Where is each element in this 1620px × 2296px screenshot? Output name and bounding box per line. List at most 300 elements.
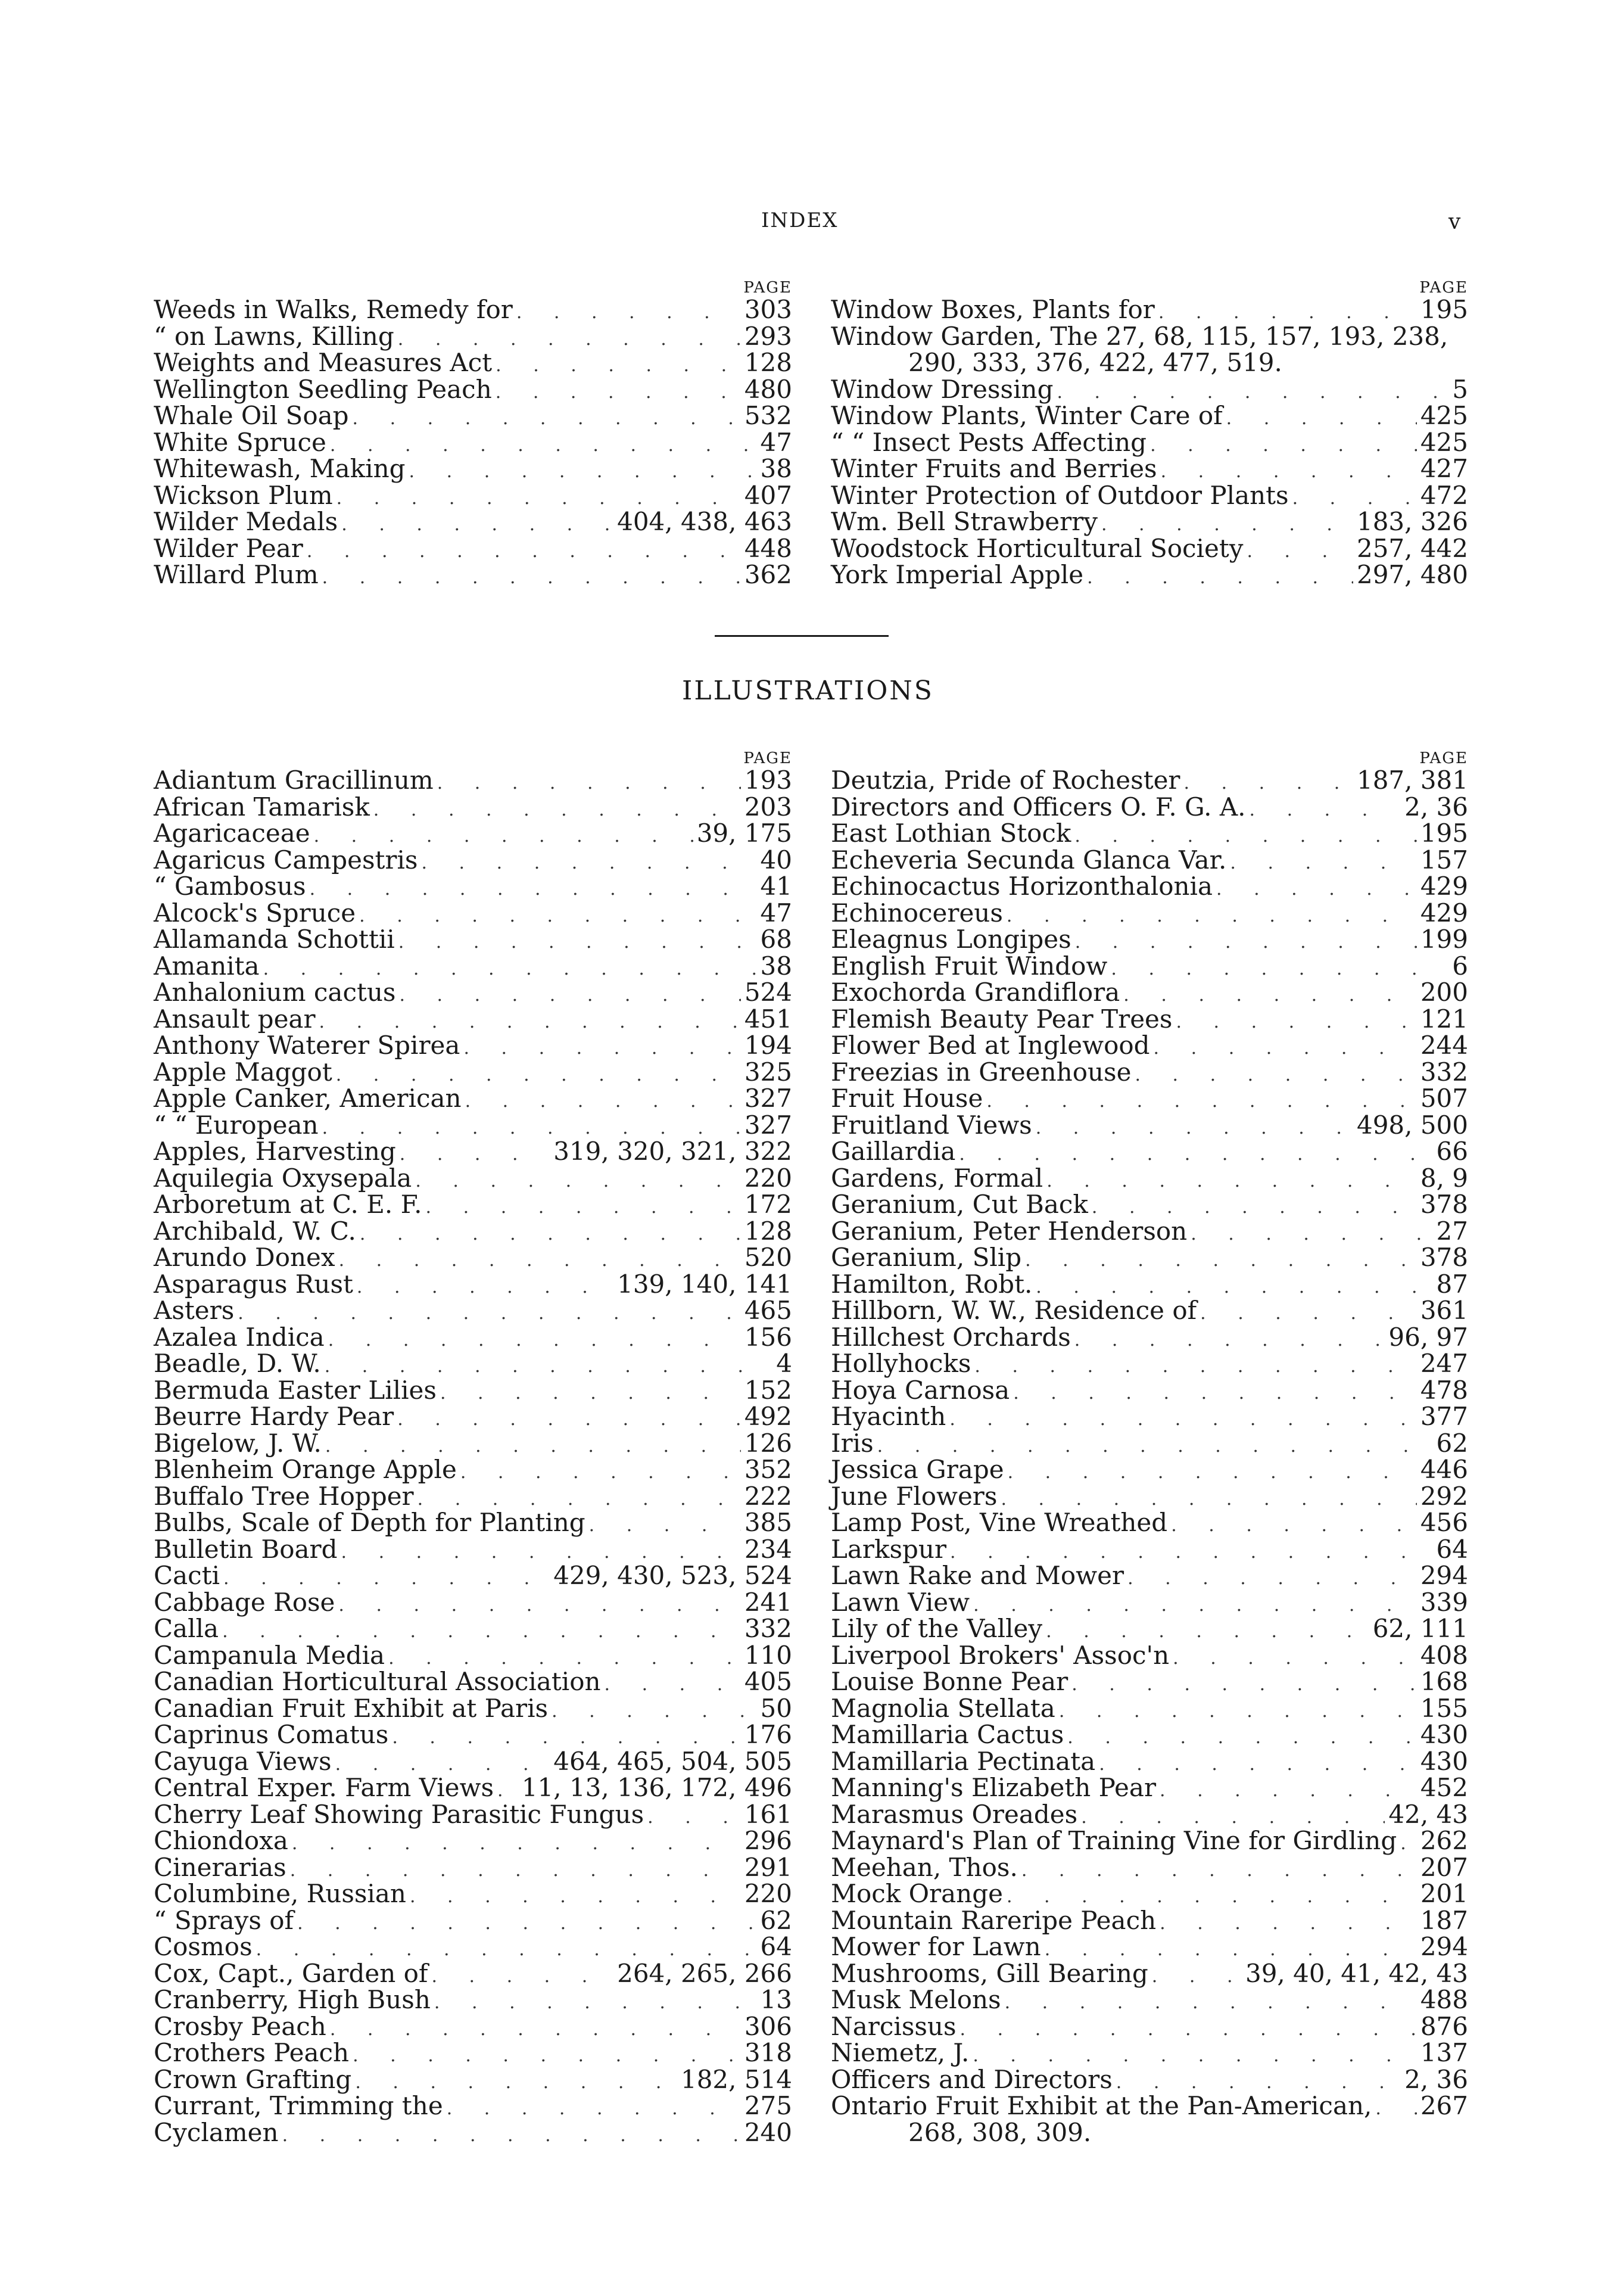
- entry-title: Canadian Fruit Exhibit at Paris: [154, 1693, 549, 1723]
- entry-page-numbers: 2, 36: [1404, 2064, 1468, 2094]
- entry-page-numbers: 172: [744, 1190, 792, 1219]
- entry-page-numbers: 293: [744, 321, 792, 351]
- entry-page-numbers: 524: [744, 978, 792, 1007]
- entry-title: Mushrooms, Gill Bearing: [831, 1958, 1148, 1988]
- index-entry: [154, 323, 792, 350]
- index-entry: [831, 509, 1468, 536]
- index-entry: [154, 374, 792, 404]
- entry-title: Asparagus Rust: [154, 1269, 353, 1299]
- entry-page-numbers: 6: [1452, 951, 1468, 981]
- entry-title: Exochorda Grandiflora: [831, 978, 1120, 1007]
- entry-title: Bigelow, J. W.: [154, 1428, 322, 1458]
- entry-page-numbers: 39, 40, 41, 42, 43: [1245, 1958, 1468, 1988]
- entry-page-numbers: 520: [744, 1243, 792, 1272]
- entry-title: Alcock's Spruce: [154, 898, 356, 928]
- entry-title: Cyclamen: [154, 2117, 279, 2147]
- entry-page-numbers: 241: [744, 1587, 792, 1617]
- dot-leader: [465, 1088, 741, 1115]
- page-number: v: [1448, 210, 1461, 234]
- dot-leader: [1046, 1168, 1417, 1195]
- entry-title: Asters: [154, 1296, 235, 1325]
- index-entry: [154, 1852, 792, 1882]
- entry-title: Chiondoxa: [154, 1826, 288, 1855]
- entry-page-numbers: 5: [1452, 374, 1468, 404]
- entry-title: Beurre Hardy Pear: [154, 1402, 394, 1431]
- dot-leader: [1191, 1221, 1432, 1248]
- index-entry: [831, 926, 1468, 953]
- dot-leader: [399, 982, 740, 1009]
- entry-page-numbers: 47: [760, 898, 792, 928]
- entry-title: Geranium, Cut Back: [831, 1190, 1088, 1219]
- entry-title: Maynard's Plan of Training Vine for Girdling: [831, 1826, 1397, 1855]
- entry-title: June Flowers: [831, 1481, 998, 1511]
- index-entry: [831, 456, 1468, 483]
- entry-page-numbers: 352: [744, 1455, 792, 1484]
- entry-title: Wickson Plum: [154, 480, 333, 510]
- entry-page-numbers: 257, 442: [1356, 533, 1468, 563]
- dot-leader: [1008, 1460, 1417, 1486]
- dot-leader: [434, 1990, 757, 2017]
- entry-page-numbers: 220: [744, 1879, 792, 1908]
- page-column-heading: PAGE: [1419, 279, 1468, 297]
- entry-page-numbers: 161: [744, 1799, 792, 1829]
- index-entry: [831, 1695, 1468, 1722]
- index-entry: [154, 1934, 792, 1961]
- entry-page-numbers: 41: [760, 872, 792, 901]
- index-entry: [831, 900, 1468, 927]
- entry-page-numbers: 362: [744, 560, 792, 589]
- entry-page-numbers: 240: [744, 2117, 792, 2147]
- entry-page-numbers: 27: [1436, 1216, 1468, 1246]
- dot-leader: [1152, 1964, 1242, 1990]
- index-entry: [831, 1138, 1468, 1165]
- entry-title: Meehan, Thos.: [831, 1852, 1018, 1882]
- dot-leader: [360, 1221, 741, 1248]
- index-entry: [154, 1775, 792, 1802]
- entry-title: Allamanda Schottii: [154, 925, 395, 954]
- entry-page-numbers: 264, 265, 266: [617, 1958, 792, 1988]
- index-entry: [831, 1775, 1468, 1802]
- entry-title: Cranberry, High Bush: [154, 1985, 431, 2014]
- index-entry: [831, 1430, 1468, 1457]
- entry-page-numbers: 465: [744, 1296, 792, 1325]
- entry-page-numbers: 244: [1420, 1031, 1468, 1060]
- index-entry: [831, 427, 1468, 457]
- entry-title: Whale Oil Soap: [154, 401, 349, 430]
- entry-title: Arundo Donex: [154, 1243, 335, 1272]
- entry-page-numbers: 8, 9: [1420, 1163, 1468, 1193]
- dot-leader: [647, 1805, 741, 1831]
- entry-title: Hamilton, Robt.: [831, 1269, 1033, 1299]
- dot-leader: [605, 1672, 741, 1698]
- index-entry: [831, 1536, 1468, 1563]
- page-column-heading: PAGE: [1419, 749, 1468, 767]
- index-entry: [831, 1722, 1468, 1749]
- index-entry: [154, 2011, 792, 2041]
- entry-page-numbers: 62: [1436, 1428, 1468, 1458]
- entry-title: Anhalonium cactus: [154, 978, 396, 1007]
- index-entry: [154, 1059, 792, 1086]
- dot-leader: [1074, 1327, 1385, 1354]
- index-entry: [154, 1669, 792, 1695]
- entry-page-numbers: 325: [744, 1057, 792, 1087]
- entry-page-numbers: 47: [760, 427, 792, 457]
- entry-page-numbers: 137: [1420, 2038, 1468, 2067]
- entry-page-numbers: 38: [760, 454, 792, 483]
- index-entry: [831, 1746, 1468, 1776]
- index-entry: [154, 297, 792, 323]
- index-entry: [831, 1032, 1468, 1059]
- dot-leader: [974, 1354, 1416, 1380]
- index-entry: [831, 1245, 1468, 1271]
- entry-page-numbers: 427: [1420, 454, 1468, 483]
- entry-page-numbers: 507: [1420, 1084, 1468, 1113]
- entry-title: Louise Bonne Pear: [831, 1667, 1068, 1696]
- dot-leader: [1160, 1911, 1417, 1937]
- dot-leader: [409, 459, 757, 486]
- entry-page-numbers: 152: [744, 1375, 792, 1405]
- entry-page-numbers: 327: [744, 1084, 792, 1113]
- index-entry: [831, 374, 1468, 404]
- index-entry: [831, 1191, 1468, 1218]
- entry-page-numbers: 203: [744, 792, 792, 822]
- entry-title: English Fruit Window: [831, 951, 1108, 981]
- index-entry: [831, 1958, 1468, 1988]
- index-entry: [831, 480, 1468, 510]
- entry-title: Mock Orange: [831, 1879, 1003, 1908]
- entry-page-numbers: 361: [1420, 1296, 1468, 1325]
- dot-leader: [460, 1460, 741, 1486]
- entry-page-numbers: 488: [1420, 1985, 1468, 2014]
- illustrations-column-right: [831, 749, 1468, 2146]
- entry-title: “ Sprays of: [154, 1905, 294, 1935]
- entry-page-numbers: 404, 438, 463: [617, 507, 792, 536]
- illustration-entries-left: [154, 767, 792, 2146]
- entry-title: Marasmus Oreades: [831, 1799, 1078, 1829]
- dot-leader: [1216, 876, 1417, 903]
- entry-title: East Lothian Stock: [831, 819, 1071, 848]
- index-entry: [831, 820, 1468, 847]
- index-entry: [831, 403, 1468, 430]
- index-entry: [154, 1457, 792, 1483]
- entry-title: African Tamarisk: [154, 792, 370, 822]
- index-entry: [831, 1905, 1468, 1935]
- index-entry: [831, 2117, 1468, 2147]
- index-entry: [154, 926, 792, 953]
- index-entry: [154, 1799, 792, 1829]
- dot-leader: [949, 1407, 1417, 1433]
- index-column-right: [831, 279, 1468, 589]
- entry-page-numbers: 306: [744, 2011, 792, 2041]
- entry-page-numbers: 267: [1420, 2091, 1468, 2120]
- entry-title: Crosby Peach: [154, 2011, 326, 2041]
- index-entry: [154, 1191, 792, 1218]
- index-entry: [154, 900, 792, 927]
- entry-title: Window Garden, The 27, 68, 115, 157, 193, 238,: [831, 321, 1448, 351]
- entry-title: Adiantum Gracillinum: [154, 766, 434, 795]
- index-entry: [154, 1324, 792, 1351]
- index-entries-left: [154, 297, 792, 589]
- index-entry: [154, 2117, 792, 2147]
- entry-page-numbers: 64: [760, 1932, 792, 1961]
- entry-page-numbers: 478: [1420, 1375, 1468, 1405]
- entry-page-numbers: 452: [1420, 1773, 1468, 1802]
- index-entry: [831, 1298, 1468, 1324]
- entry-title: Cherry Leaf Showing Parasitic Fungus: [154, 1799, 644, 1829]
- entry-title: Directors and Officers O. F. G. A.: [831, 792, 1246, 822]
- dot-leader: [357, 1274, 613, 1301]
- entry-page-numbers: 294: [1420, 1932, 1468, 1961]
- index-entry: [831, 2093, 1468, 2120]
- entry-title: Whitewash, Making: [154, 454, 406, 483]
- entry-page-numbers: 139, 140, 141: [617, 1269, 792, 1299]
- entry-page-numbers: 183, 326: [1356, 507, 1468, 536]
- entry-title: Mamillaria Cactus: [831, 1720, 1064, 1749]
- entry-page-numbers: 68: [760, 925, 792, 954]
- entry-title: Cinerarias: [154, 1852, 286, 1882]
- index-entry: [831, 1483, 1468, 1510]
- entry-title: “ Gambosus: [154, 872, 306, 901]
- entry-page-numbers: 498, 500: [1356, 1110, 1468, 1140]
- entry-title: Apple Canker, American: [154, 1084, 462, 1113]
- entry-title: Canadian Horticultural Association: [154, 1667, 601, 1696]
- index-entry: [154, 1881, 792, 1908]
- entry-page-numbers: 532: [744, 401, 792, 430]
- dot-leader: [440, 1380, 741, 1407]
- entry-title: Echeveria Secunda Glanca Var.: [831, 845, 1227, 875]
- entry-title: Apples, Harvesting: [154, 1137, 396, 1166]
- index-entry: [154, 979, 792, 1006]
- dot-leader: [1247, 539, 1353, 565]
- entry-title: Campanula Media: [154, 1640, 385, 1670]
- dot-leader: [1025, 1247, 1417, 1274]
- running-head: INDEX: [761, 209, 839, 232]
- dot-leader: [1176, 1009, 1416, 1036]
- entry-title: Jessica Grape: [831, 1455, 1004, 1484]
- dot-leader: [552, 1698, 756, 1725]
- entry-page-numbers: 472: [1420, 480, 1468, 510]
- entry-page-numbers: 193: [744, 766, 792, 795]
- index-entry: [154, 1112, 792, 1139]
- entry-title: “ “ European: [154, 1110, 319, 1140]
- entry-title: Bulletin Board: [154, 1534, 338, 1564]
- entry-title: Agaricaceae: [154, 819, 310, 848]
- entry-title: Weeds in Walks, Remedy for: [154, 295, 513, 324]
- entry-page-numbers: 121: [1420, 1004, 1468, 1034]
- entry-page-numbers: 456: [1420, 1508, 1468, 1537]
- dot-leader: [1230, 850, 1416, 877]
- index-entry: [831, 1589, 1468, 1616]
- index-entry: [154, 1006, 792, 1033]
- entry-page-numbers: 492: [744, 1402, 792, 1431]
- entry-title: Azalea Indica: [154, 1322, 325, 1352]
- entry-page-numbers: 187, 381: [1356, 766, 1468, 795]
- index-entry: [831, 1881, 1468, 1908]
- dot-leader: [292, 1831, 741, 1858]
- index-entry: [831, 847, 1468, 874]
- dot-leader: [1127, 1566, 1417, 1592]
- entry-title: Deutzia, Pride of Rochester: [831, 766, 1180, 795]
- entry-title: “ on Lawns, Killing: [154, 321, 394, 351]
- index-entry: [831, 1351, 1468, 1377]
- entry-title: Hollyhocks: [831, 1349, 971, 1378]
- dot-leader: [1135, 1062, 1416, 1089]
- index-entry: [154, 953, 792, 980]
- entry-page-numbers: 303: [744, 295, 792, 324]
- index-entry: [154, 1642, 792, 1669]
- entry-title: Hillchest Orchards: [831, 1322, 1071, 1352]
- entry-page-numbers: 480: [744, 374, 792, 404]
- index-entry: [154, 403, 792, 430]
- entry-title: Winter Fruits and Berries: [831, 454, 1157, 483]
- dot-leader: [463, 1035, 740, 1062]
- index-entry: [154, 1483, 792, 1510]
- entry-page-numbers: 429: [1420, 872, 1468, 901]
- entry-page-numbers: 64: [1436, 1534, 1468, 1564]
- entry-page-numbers: 11, 13, 136, 172, 496: [521, 1773, 792, 1802]
- entry-title: Wilder Medals: [154, 507, 338, 536]
- index-entry: [831, 2011, 1468, 2041]
- entry-page-numbers: 176: [744, 1720, 792, 1749]
- dot-leader: [398, 929, 757, 956]
- entry-title: Fruitland Views: [831, 1110, 1032, 1140]
- index-entry: [831, 533, 1468, 563]
- entry-page-numbers: 275: [744, 2091, 792, 2120]
- entry-title: Apple Maggot: [154, 1057, 332, 1087]
- index-entry: [154, 1722, 792, 1749]
- index-entry: [154, 1536, 792, 1563]
- index-entry: [831, 1404, 1468, 1430]
- entry-page-numbers: 377: [1420, 1402, 1468, 1431]
- entry-page-numbers: 339: [1420, 1587, 1468, 1617]
- entry-title: Arboretum at C. E. F.: [154, 1190, 422, 1219]
- entry-title: Agaricus Campestris: [154, 845, 418, 875]
- index-entry: [154, 1404, 792, 1430]
- dot-leader: [397, 1407, 741, 1433]
- index-entry: [831, 323, 1468, 350]
- entry-page-numbers: 128: [744, 1216, 792, 1246]
- index-entry: [831, 1987, 1468, 2014]
- index-entry: [154, 1298, 792, 1324]
- illustrations-column-left: [154, 749, 792, 2146]
- entry-title: Mountain Rareripe Peach: [831, 1905, 1157, 1935]
- dot-leader: [589, 1513, 741, 1539]
- index-entry: [831, 1324, 1468, 1351]
- index-entry: [154, 1085, 792, 1112]
- entry-page-numbers: 194: [744, 1031, 792, 1060]
- entry-page-numbers: 425: [1420, 401, 1468, 430]
- dot-leader: [1021, 1858, 1417, 1884]
- entry-title: 290, 333, 376, 422, 477, 519.: [908, 348, 1282, 377]
- index-entry: [831, 562, 1468, 589]
- entry-title: Fruit House: [831, 1084, 983, 1113]
- entry-title: Cabbage Rose: [154, 1587, 335, 1617]
- index-entry: [831, 1642, 1468, 1669]
- entry-page-numbers: 327: [744, 1110, 792, 1140]
- index-entry: [154, 2093, 792, 2120]
- entry-page-numbers: 96, 97: [1388, 1322, 1468, 1352]
- entry-page-numbers: 50: [760, 1693, 792, 1723]
- entry-title: Aquilegia Oxysepala: [154, 1163, 412, 1193]
- entry-page-numbers: 319, 320, 321, 322: [553, 1137, 792, 1166]
- dot-leader: [1075, 929, 1417, 956]
- entry-page-numbers: 110: [744, 1640, 792, 1670]
- dot-leader: [307, 539, 741, 565]
- index-entry: [831, 1669, 1468, 1695]
- entry-page-numbers: 425: [1420, 427, 1468, 457]
- section-divider: [715, 635, 889, 637]
- entry-title: Window Plants, Winter Care of: [831, 401, 1223, 430]
- index-entry: [154, 1987, 792, 2014]
- dot-leader: [328, 1327, 741, 1354]
- entry-page-numbers: 332: [1420, 1057, 1468, 1087]
- entry-title: 268, 308, 309.: [908, 2117, 1092, 2147]
- index-entry: [831, 1799, 1468, 1829]
- entry-page-numbers: 62, 111: [1372, 1614, 1468, 1643]
- entry-title: Iris: [831, 1428, 874, 1458]
- index-entry: [154, 533, 792, 563]
- entry-page-numbers: 464, 465, 504, 505: [553, 1746, 792, 1776]
- entry-title: White Spruce: [154, 427, 326, 457]
- dot-leader: [1250, 797, 1401, 824]
- index-entry: [831, 2040, 1468, 2067]
- entry-title: Archibald, W. C.: [154, 1216, 356, 1246]
- entry-title: Amanita: [154, 951, 260, 981]
- dot-leader: [960, 2017, 1417, 2043]
- entry-title: Willard Plum: [154, 560, 319, 589]
- index-entry: [154, 1351, 792, 1377]
- dot-leader: [1087, 565, 1353, 592]
- entry-page-numbers: 429: [1420, 898, 1468, 928]
- illustrations-heading: ILLUSTRATIONS: [682, 676, 934, 706]
- dot-leader: [1067, 1725, 1417, 1751]
- index-entry: [831, 794, 1468, 821]
- entry-title: Gardens, Formal: [831, 1163, 1043, 1193]
- index-entry: [154, 767, 792, 794]
- entry-page-numbers: 378: [1420, 1243, 1468, 1272]
- entry-page-numbers: 39, 175: [696, 819, 792, 848]
- index-entry: [831, 1165, 1468, 1192]
- entry-page-numbers: 247: [1420, 1349, 1468, 1378]
- entry-page-numbers: 234: [744, 1534, 792, 1564]
- entry-page-numbers: 66: [1436, 1137, 1468, 1166]
- entry-page-numbers: 385: [744, 1508, 792, 1537]
- index-entry: [154, 1245, 792, 1271]
- entry-title: Gaillardia: [831, 1137, 956, 1166]
- entry-title: Musk Melons: [831, 1985, 1001, 2014]
- index-entry: [154, 1958, 792, 1988]
- dot-leader: [437, 770, 741, 797]
- entry-page-numbers: 451: [744, 1004, 792, 1034]
- dot-leader: [1111, 956, 1448, 983]
- index-entry: [831, 1457, 1468, 1483]
- index-entry: [831, 1934, 1468, 1961]
- entry-page-numbers: 378: [1420, 1190, 1468, 1219]
- index-entry: [154, 2064, 792, 2094]
- entry-title: “ “ Insect Pests Affecting: [831, 427, 1147, 457]
- entry-title: Magnolia Stellata: [831, 1693, 1055, 1723]
- entry-title: Echinocactus Horizonthalonia: [831, 872, 1213, 901]
- entry-page-numbers: 42, 43: [1388, 1799, 1468, 1829]
- entry-page-numbers: 2, 36: [1404, 792, 1468, 822]
- entry-title: Niemetz, J.: [831, 2038, 970, 2067]
- entry-title: York Imperial Apple: [831, 560, 1084, 589]
- entry-page-numbers: 201: [1420, 1879, 1468, 1908]
- dot-leader: [421, 850, 756, 877]
- dot-leader: [1150, 433, 1417, 459]
- entry-page-numbers: 187: [1420, 1905, 1468, 1935]
- dot-leader: [338, 1592, 740, 1619]
